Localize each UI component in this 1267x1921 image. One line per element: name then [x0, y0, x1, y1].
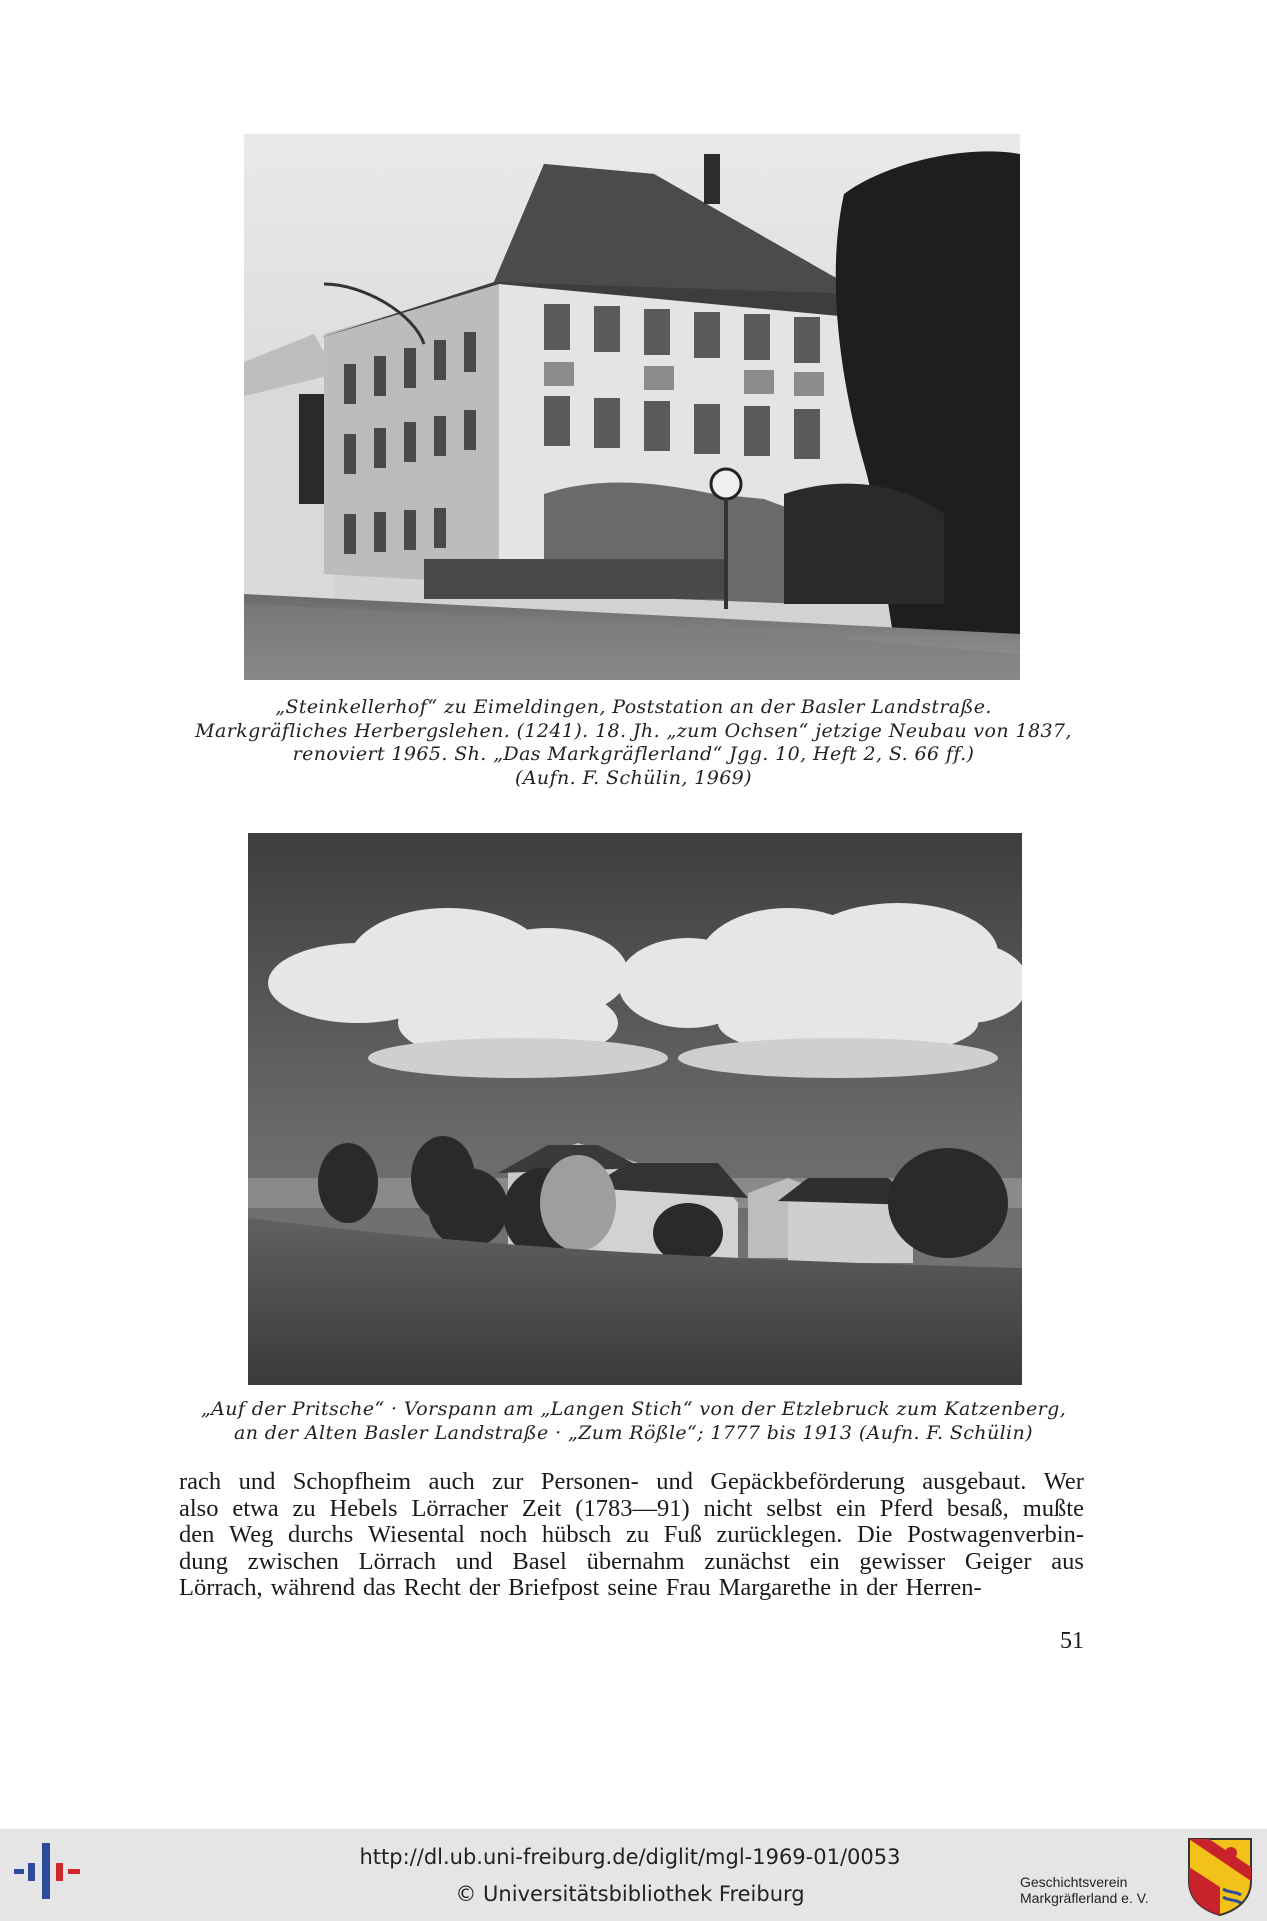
body-paragraph	[179, 1469, 1084, 1602]
photo-steinkellerhof	[244, 134, 1020, 680]
caption-line: „Auf der Pritsche“ · Vorspann am „Langen Stich“ von der Etzlebruck zum Katzenberg,	[200, 1398, 1067, 1420]
page-number: 51	[1060, 1628, 1084, 1654]
caption-line: an der Alten Basler Landstraße · „Zum Rößle“; 1777 bis 1913 (Aufn. F. Schülin)	[234, 1421, 1033, 1444]
society-name-line: Geschichtsverein	[1020, 1874, 1128, 1890]
ub-freiburg-logo-icon	[14, 1841, 80, 1901]
photo-auf-der-pritsche	[248, 833, 1022, 1385]
caption-line: Markgräfliches Herbergslehen. (1241). 18. Jh. „zum Ochsen“ jetzige Neubau von 1837,	[195, 719, 1072, 742]
footer-url-link[interactable]: http://dl.ub.uni-freiburg.de/diglit/mgl-1969-01/0053	[359, 1845, 901, 1869]
footer-copyright: © Universitätsbibliothek Freiburg	[455, 1882, 805, 1906]
caption-auf-der-pritsche	[160, 1398, 1107, 1445]
caption-line: renoviert 1965. Sh. „Das Markgräflerland“ Jgg. 10, Heft 2, S. 66 ff.)	[292, 743, 975, 765]
body-line: den Weg durchs Wiesental noch hübsch zu Fuß zurücklegen. Die Postwagenverbin-	[179, 1521, 1084, 1548]
body-line: dung zwischen Lörrach und Basel übernahm zunächst ein gewisser Geiger aus	[179, 1547, 1084, 1575]
caption-steinkellerhof	[160, 696, 1107, 790]
caption-line: (Aufn. F. Schülin, 1969)	[515, 766, 752, 789]
society-name-line: Markgräflerland e. V.	[1020, 1890, 1149, 1906]
body-line: Lörrach, während das Recht der Briefpost seine Frau Margarethe in der Herren-	[179, 1574, 982, 1601]
caption-line: „Steinkellerhof“ zu Eimeldingen, Poststation an der Basler Landstraße.	[275, 696, 992, 718]
body-line: also etwa zu Hebels Lörracher Zeit (1783—91) nicht selbst ein Pferd besaß, mußte	[179, 1494, 1084, 1522]
body-line: rach und Schopfheim auch zur Personen- und Gepäckbeförderung ausgebaut. Wer	[179, 1468, 1084, 1495]
society-name	[1020, 1874, 1180, 1906]
coat-of-arms-icon	[1187, 1837, 1253, 1917]
